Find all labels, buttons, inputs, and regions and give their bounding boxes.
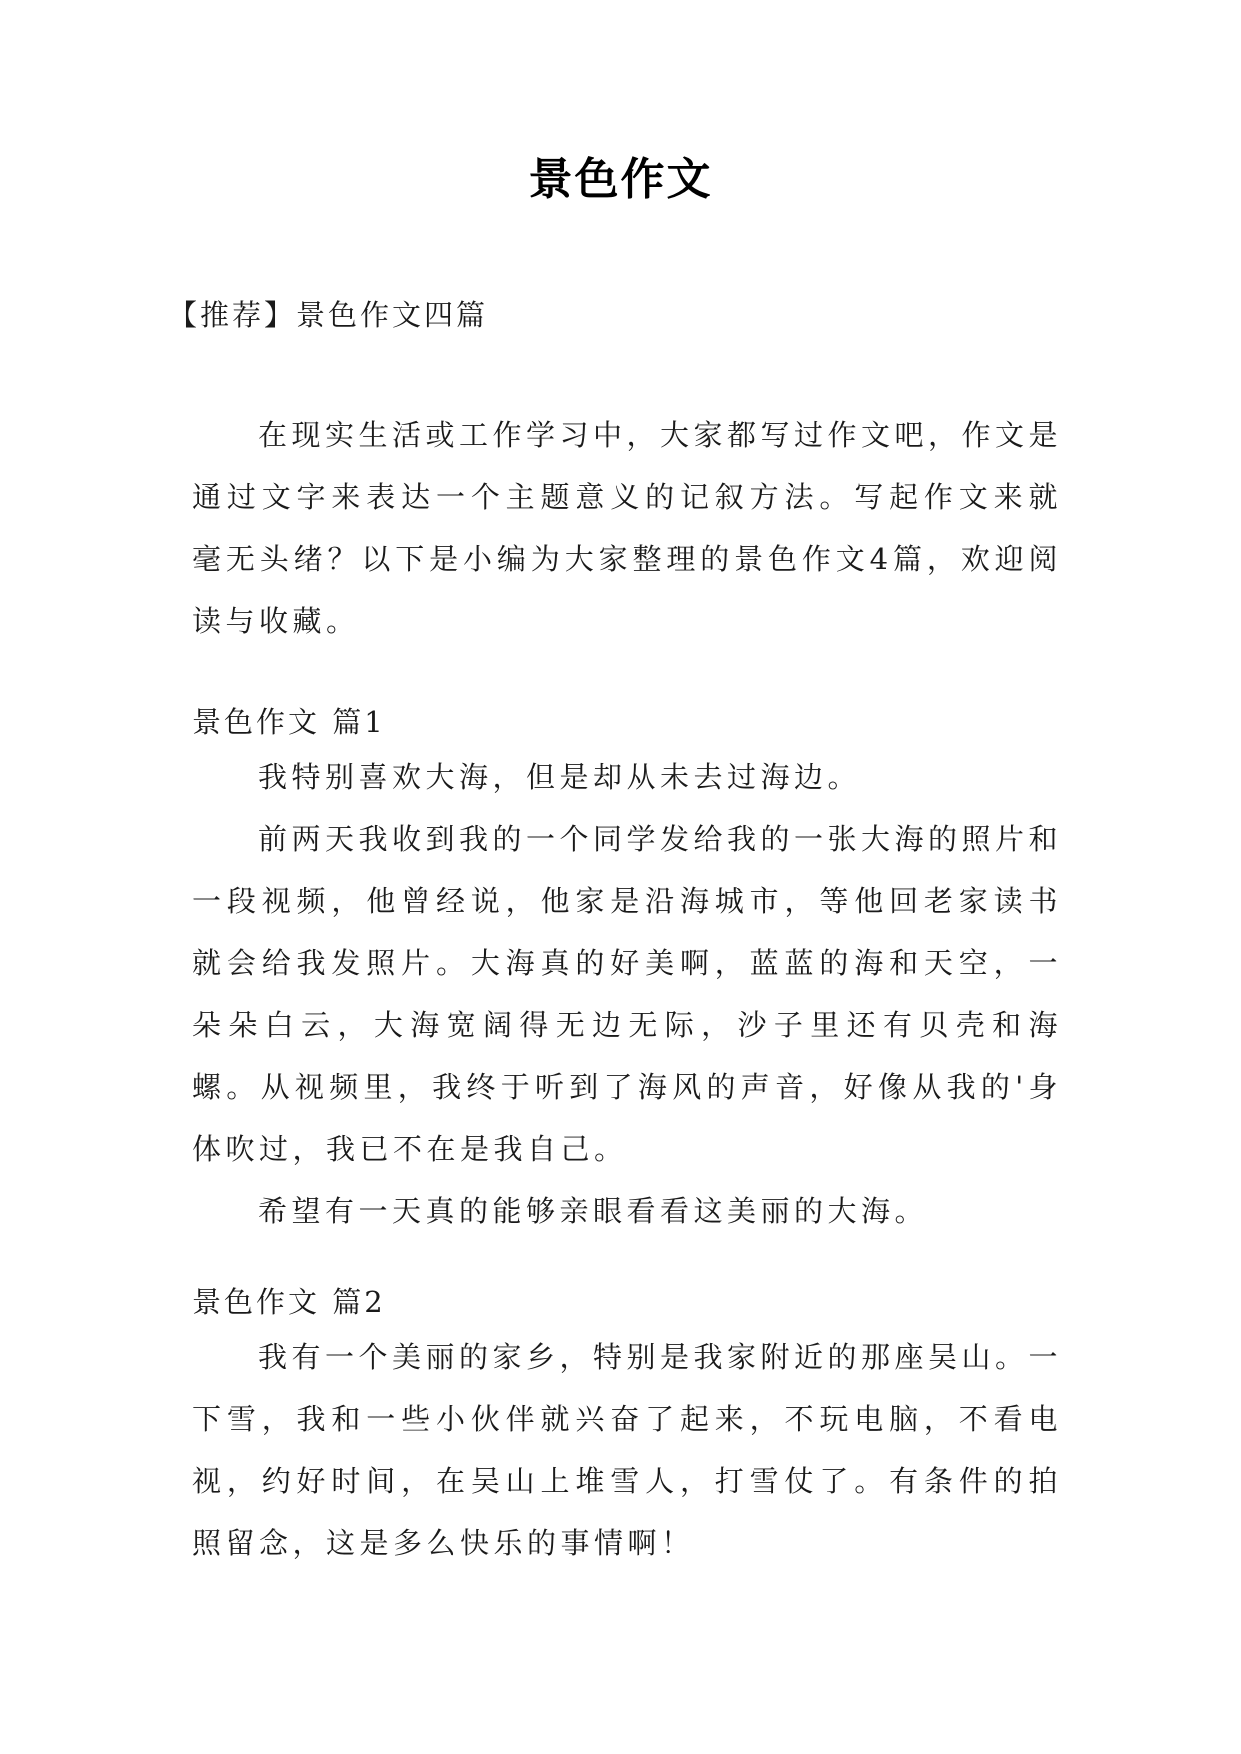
intro-paragraph: 在现实生活或工作学习中，大家都写过作文吧，作文是通过文字来表达一个主题意义的记叙方法。写起作文来就毫无头绪？以下是小编为大家整理的景色作文4篇，欢迎阅读与收藏。 bbox=[192, 418, 1063, 638]
document-title: 景色作文 bbox=[528, 154, 713, 205]
section-1-paragraph-3: 希望有一天真的能够亲眼看看这美丽的大海。 bbox=[258, 1194, 929, 1228]
section-1-paragraph-1: 我特别喜欢大海，但是却从未去过海边。 bbox=[258, 760, 862, 794]
document-subtitle: 【推荐】景色作文四篇 bbox=[168, 298, 489, 332]
section-heading-2: 景色作文 篇2 bbox=[192, 1285, 386, 1319]
intro-block bbox=[192, 404, 1062, 652]
section-2-paragraph-1: 我有一个美丽的家乡，特别是我家附近的那座吴山。一下雪，我和一些小伙伴就兴奋了起来，不玩电脑，不看电视，约好时间，在吴山上堆雪人，打雪仗了。有条件的拍照留念，这是多么快乐的事情啊！ bbox=[192, 1340, 1063, 1560]
section-1-paragraph-2: 前两天我收到我的一个同学发给我的一张大海的照片和一段视频，他曾经说，他家是沿海城市，等他回老家读书就会给我发照片。大海真的好美啊，蓝蓝的海和天空，一朵朵白云，大海宽阔得无边无际，沙子里还有贝壳和海螺。从视频里，我终于听到了海风的声音，好像从我的'身体吹过，我已不在是我自己。 bbox=[192, 822, 1063, 1166]
section-body-2 bbox=[192, 1326, 1062, 1574]
section-heading-1: 景色作文 篇1 bbox=[192, 705, 386, 739]
section-body-1 bbox=[192, 746, 1062, 1242]
